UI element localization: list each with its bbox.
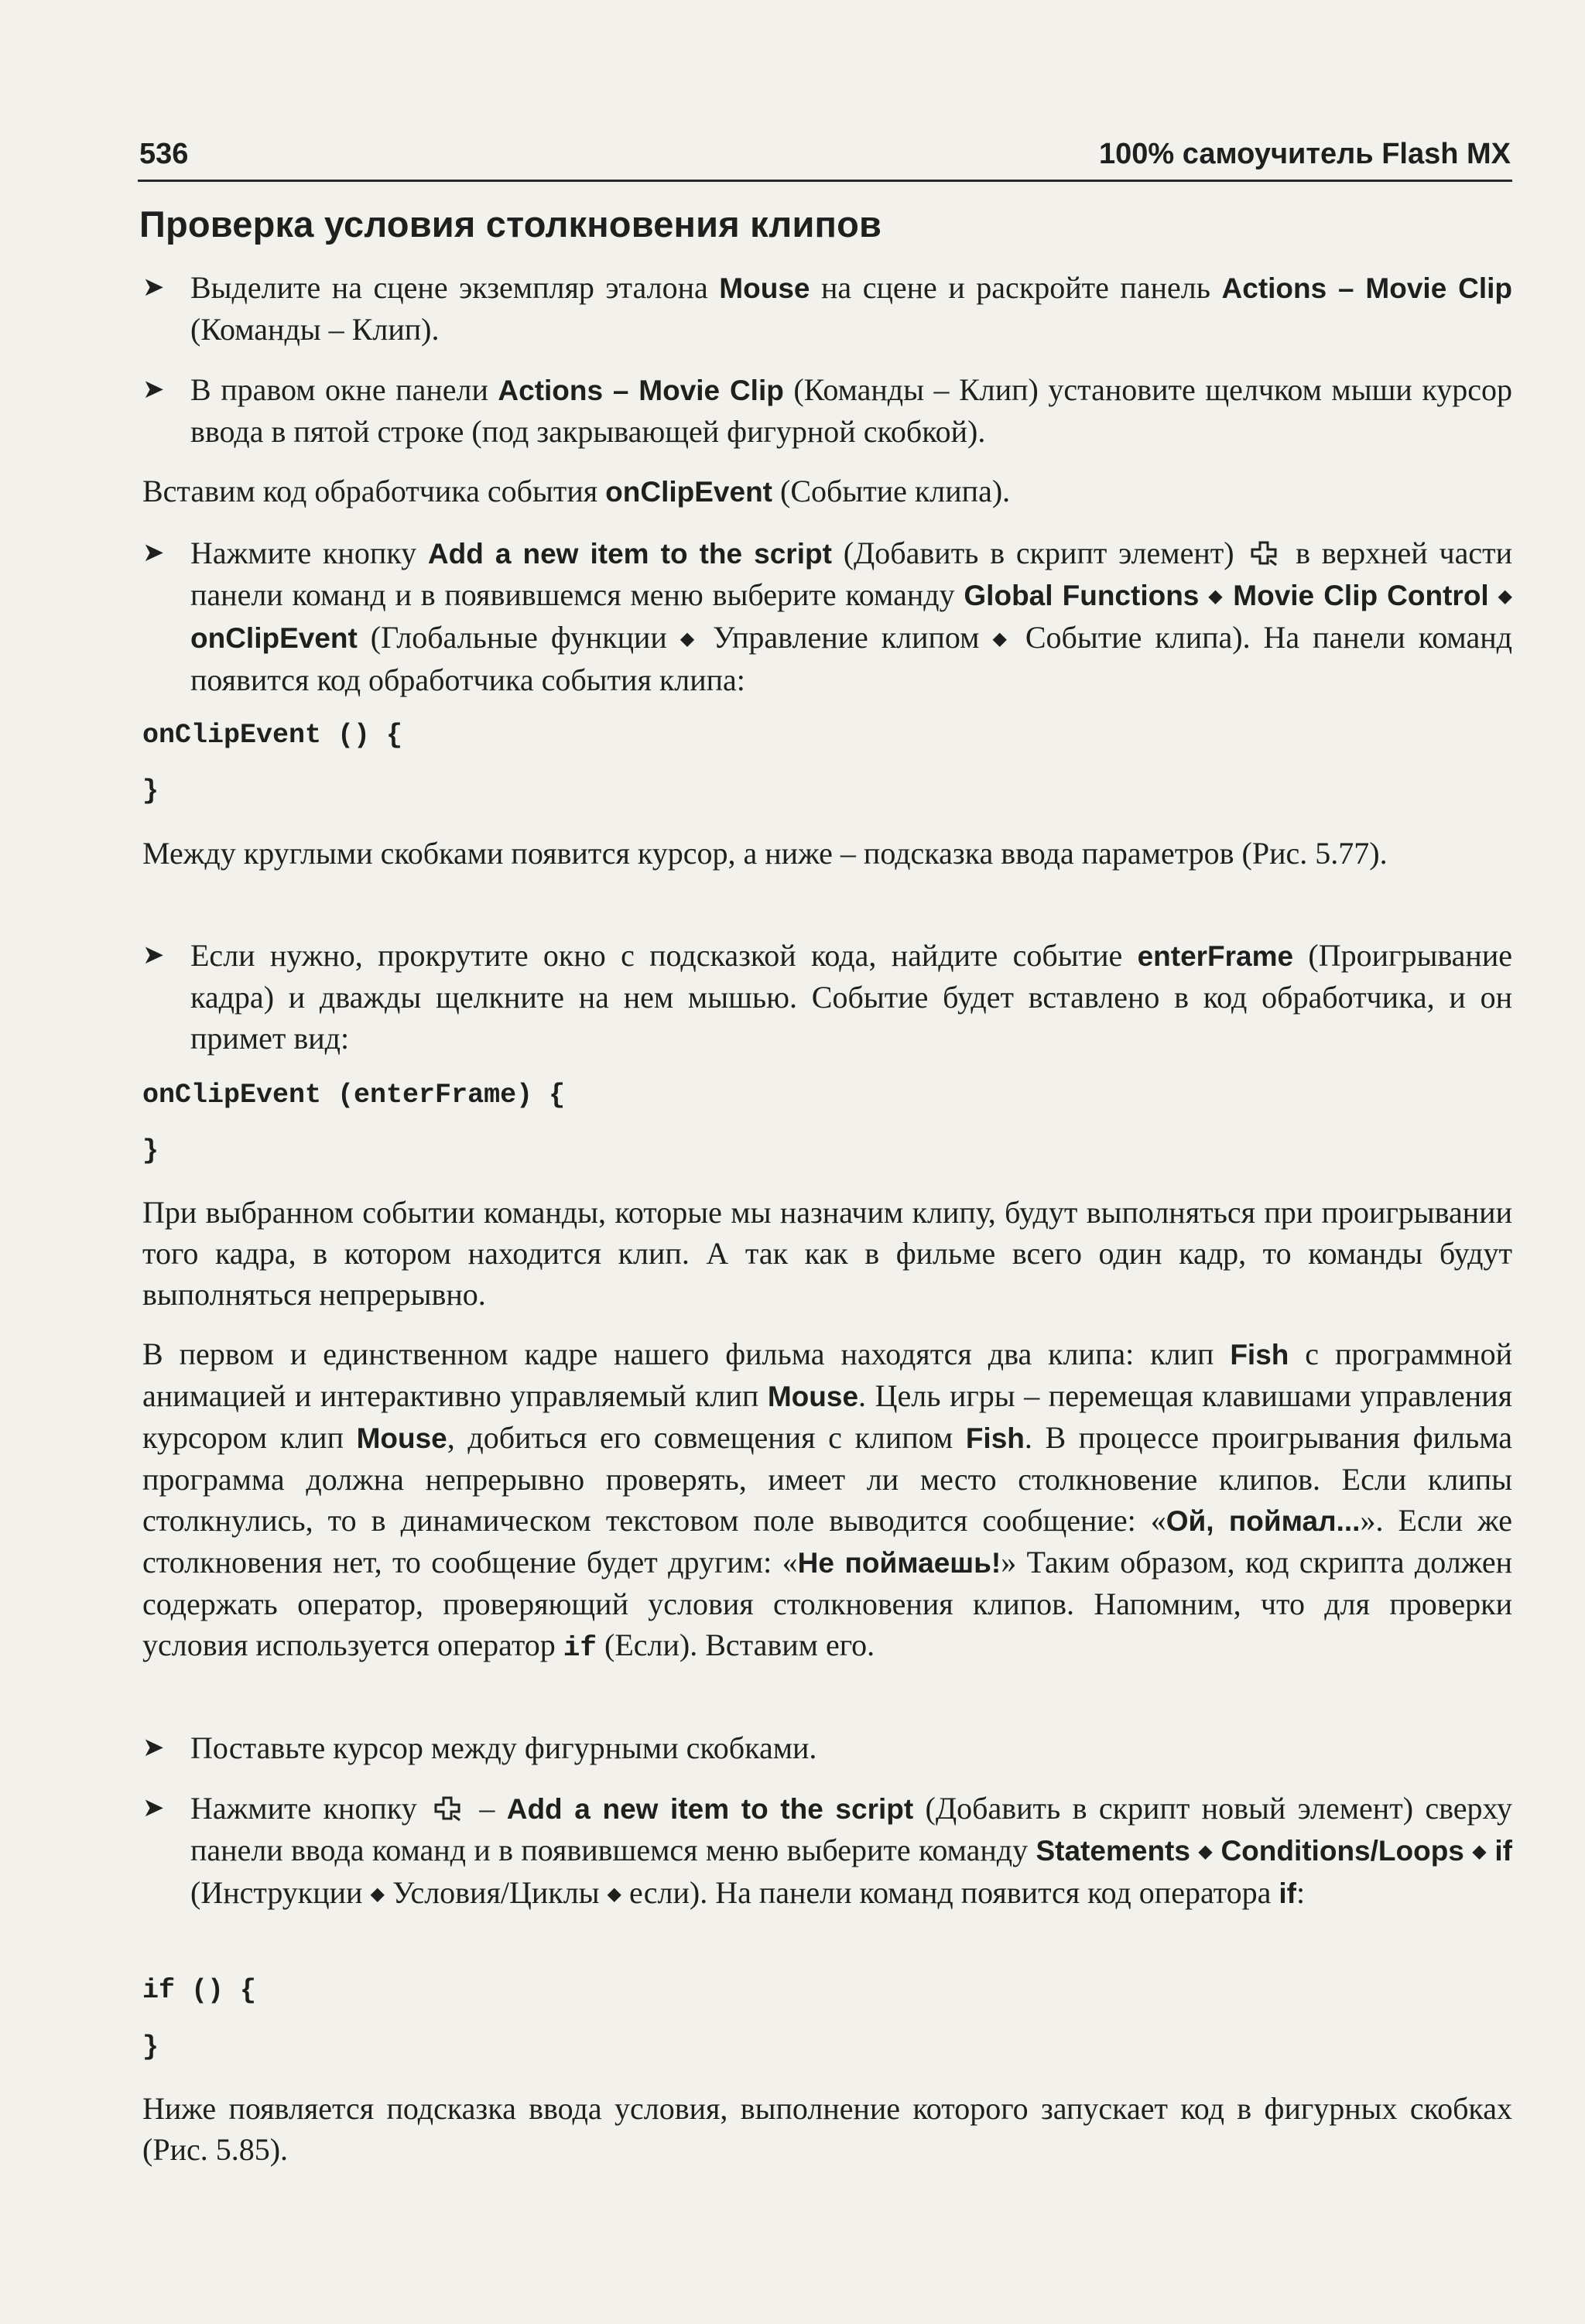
paragraph-selected-event: При выбранном событии команды, которые мы назначим клипу, будут выполняться при проигрывании того кадра, в котором находится клип. А так как в фильме всего один кадр, то команды будут выполняться непрерывно. — [142, 1195, 1512, 1312]
code-line: } — [142, 2031, 159, 2062]
bullet-arrow-icon: ➤ — [142, 374, 165, 405]
menu-separator-icon: ◆ — [1498, 585, 1512, 607]
code-line: } — [142, 1135, 159, 1166]
menu-separator-icon: ◆ — [680, 628, 700, 649]
menu-separator-icon: ◆ — [370, 1883, 385, 1905]
bullet-arrow-icon: ➤ — [142, 940, 165, 970]
bullet-item-add-item — [142, 532, 1512, 700]
bullet-item-select-instance — [142, 267, 1512, 350]
running-header — [138, 132, 1512, 182]
bullet-item-add-if — [142, 1788, 1512, 1915]
section-heading: Проверка условия столкновения клипов — [139, 204, 882, 245]
add-item-icon — [1250, 540, 1279, 566]
bullet-arrow-icon: ➤ — [142, 1792, 165, 1823]
paragraph-game-description: В первом и единственном кадре нашего фильма находятся два клипа: клип Fish с программной анимацией и интерактивно управляемый клип Mouse. Цель игры – перемещая клавишами управления курсором клип Mouse, добиться его совмещения с клипом Fish. В процессе проигрывания фильма программа должна непрерывно проверять, имеет ли место столкновение клипов. Если клипы столкнулись, то в динамическом текстовом поле выводится сообщение: «Ой, поймал...». Если же столкновения нет, то сообщение будет другим: «Не поймаешь!» Таким образом, код скрипта должен содержать оператор, проверяющий условия столкновения клипов. Напомним, что для проверки условия используется оператор if (Если). Вставим его. — [142, 1337, 1512, 1664]
bullet-text: Нажмите кнопку – Add a new item to the script (Добавить в скрипт новый элемент) сверху панели ввода команд и в появившемся меню выберите команду Statements ◆ Conditions/Loops ◆ if (Инструкции ◆ Условия/Циклы ◆ если). На панели команд появится код оператора if: — [190, 1791, 1512, 1910]
bullet-item-enterframe — [142, 935, 1512, 1059]
paragraph-cursor-hint: Между круглыми скобками появится курсор, а ниже – подсказка ввода параметров (Рис. 5.77). — [142, 836, 1388, 871]
bullet-arrow-icon: ➤ — [142, 1732, 165, 1763]
bullet-arrow-icon: ➤ — [142, 537, 165, 568]
page-number: 536 — [139, 138, 189, 170]
bullet-text: В правом окне панели Actions – Movie Clip (Команды – Клип) установите щелчком мыши курсор ввода в пятой строке (под закрывающей фигурной скобкой). — [190, 372, 1512, 449]
bullet-arrow-icon: ➤ — [142, 272, 165, 303]
code-line: onClipEvent (enterFrame) { — [142, 1080, 566, 1111]
menu-separator-icon: ◆ — [1198, 1840, 1214, 1862]
menu-separator-icon: ◆ — [607, 1883, 622, 1905]
menu-separator-icon: ◆ — [1472, 1840, 1487, 1862]
menu-separator-icon: ◆ — [992, 628, 1012, 649]
bullet-item-set-cursor — [142, 369, 1512, 452]
paragraph-condition-hint: Ниже появляется подсказка ввода условия, выполнение которого запускает код в фигурных скобках (Рис. 5.85). — [142, 2091, 1512, 2167]
menu-separator-icon: ◆ — [1208, 585, 1224, 607]
code-line: if () { — [142, 1975, 257, 2006]
code-line: onClipEvent () { — [142, 720, 403, 751]
paragraph-insert-handler: Вставим код обработчика события onClipEvent (Событие клипа). — [142, 474, 1011, 508]
bullet-text: Нажмите кнопку Add a new item to the script (Добавить в скрипт элемент) в верхней части панели команд и в появившемся меню выберите команду Global Functions ◆ Movie Clip Control ◆ onClipEvent (Глобальные функции ◆ Управление клипом ◆ Событие клипа). На панели команд появится код обработчика события клипа: — [190, 536, 1512, 697]
add-item-icon — [433, 1795, 463, 1822]
bullet-item-place-cursor — [142, 1727, 1512, 1768]
bullet-text: Поставьте курсор между фигурными скобками. — [190, 1730, 817, 1765]
bullet-text: Выделите на сцене экземпляр эталона Mouse на сцене и раскройте панель Actions – Movie Clip (Команды – Клип). — [190, 270, 1512, 347]
bullet-text: Если нужно, прокрутите окно с подсказкой кода, найдите событие enterFrame (Проигрывание кадра) и дважды щелкните на нем мышью. Событие будет вставлено в код обработчика, и он примет вид: — [190, 938, 1512, 1056]
book-title: 100% самоучитель Flash MX — [1099, 138, 1511, 170]
code-line: } — [142, 775, 159, 806]
